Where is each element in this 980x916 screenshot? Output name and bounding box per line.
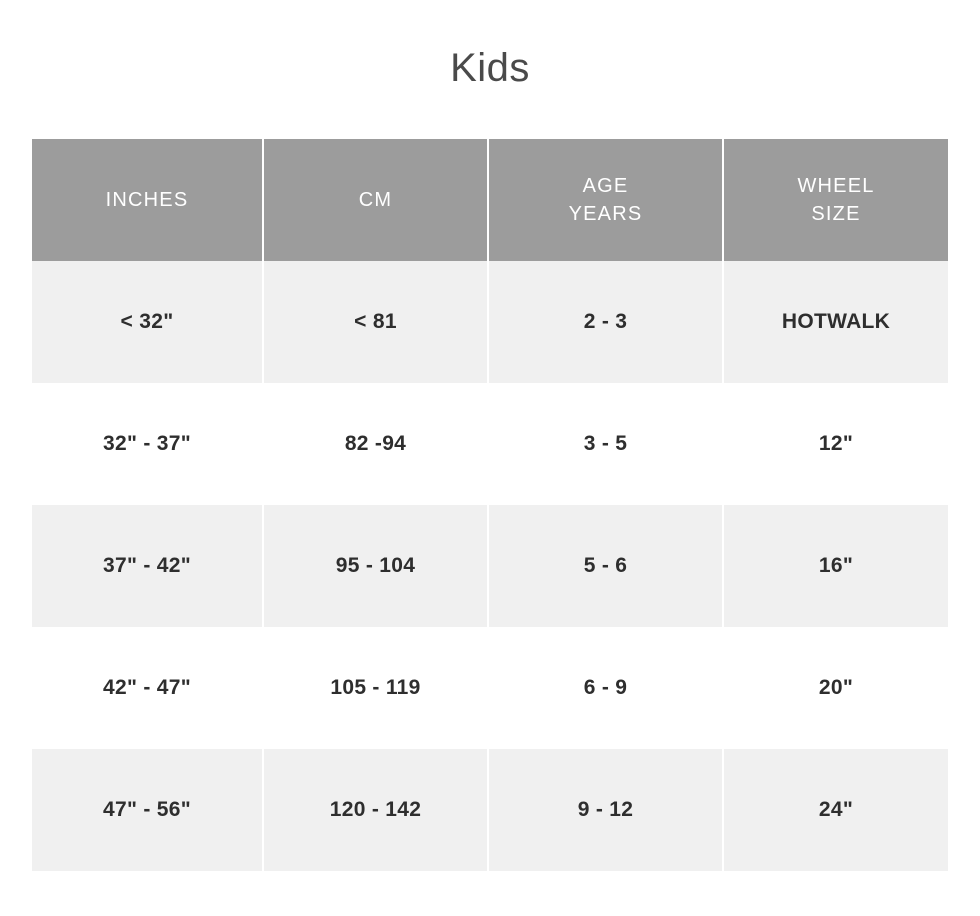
cell-wheel-size: HOTWALK <box>723 261 948 383</box>
column-header-line: AGE <box>582 174 629 197</box>
table-header-row <box>32 139 948 261</box>
cell-age-years: 6 - 9 <box>488 627 723 749</box>
column-header-cm <box>263 139 488 261</box>
cell-wheel-size: 24" <box>723 749 948 871</box>
table-row <box>32 383 948 505</box>
cell-inches: 32" - 37" <box>32 383 263 505</box>
cell-inches: 47" - 56" <box>32 749 263 871</box>
cell-cm: 120 - 142 <box>263 749 488 871</box>
cell-age-years: 5 - 6 <box>488 505 723 627</box>
column-header-line: YEARS <box>568 203 643 225</box>
column-header-line: CM <box>358 188 393 211</box>
cell-wheel-size: 16" <box>723 505 948 627</box>
cell-inches: < 32" <box>32 261 263 383</box>
column-header-line: WHEEL <box>797 174 875 197</box>
cell-wheel-size: 20" <box>723 627 948 749</box>
table-row <box>32 505 948 627</box>
cell-cm: 82 -94 <box>263 383 488 505</box>
cell-cm: < 81 <box>263 261 488 383</box>
size-table <box>32 139 948 871</box>
cell-cm: 95 - 104 <box>263 505 488 627</box>
table-row <box>32 261 948 383</box>
table-row <box>32 627 948 749</box>
cell-inches: 37" - 42" <box>32 505 263 627</box>
table-body <box>32 261 948 871</box>
column-header-inches <box>32 139 263 261</box>
page-title: Kids <box>450 46 530 90</box>
size-table-container <box>32 139 948 871</box>
cell-inches: 42" - 47" <box>32 627 263 749</box>
cell-age-years: 3 - 5 <box>488 383 723 505</box>
table-row <box>32 749 948 871</box>
cell-wheel-size: 12" <box>723 383 948 505</box>
column-header-line: INCHES <box>105 188 189 211</box>
cell-age-years: 9 - 12 <box>488 749 723 871</box>
column-header-wheel-size <box>723 139 948 261</box>
column-header-line: SIZE <box>811 203 861 225</box>
column-header-age-years <box>488 139 723 261</box>
cell-age-years: 2 - 3 <box>488 261 723 383</box>
table-header <box>32 139 948 261</box>
cell-cm: 105 - 119 <box>263 627 488 749</box>
